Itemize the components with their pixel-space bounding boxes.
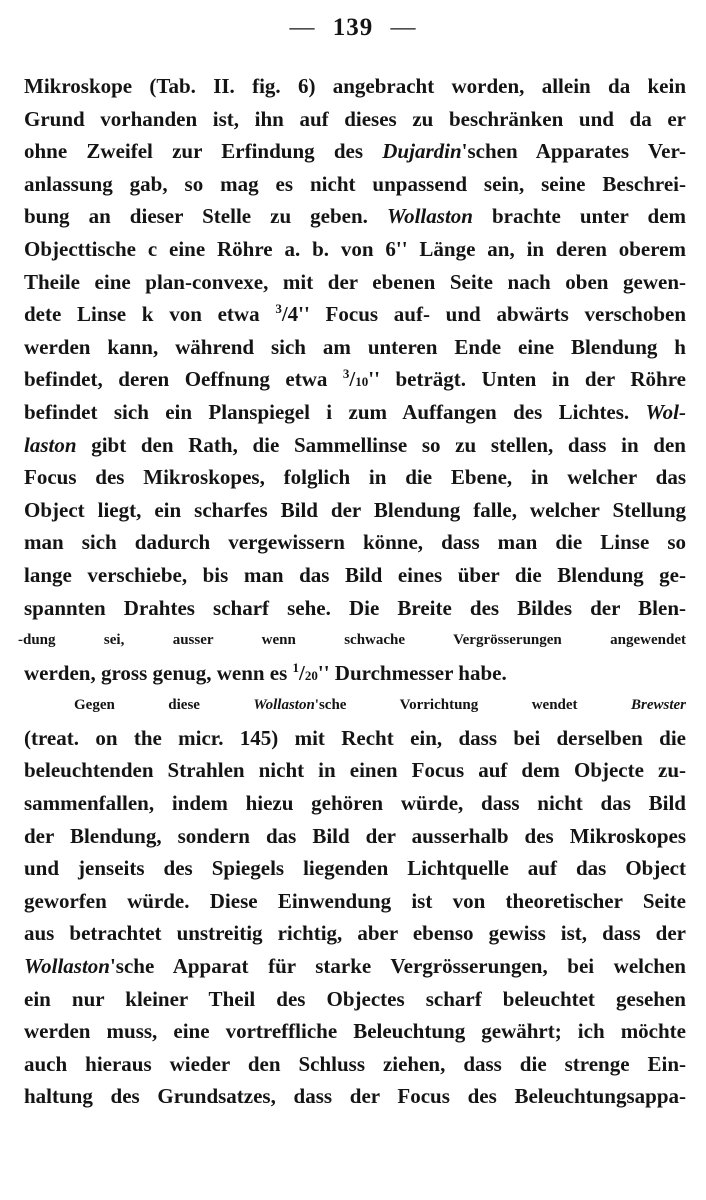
text-run: '' beträgt. Unten in der Röhre xyxy=(368,367,686,392)
text-run: haltung des Grundsatzes, dass der Focus des Beleuchtungsappa- xyxy=(24,1084,686,1109)
person-name: Brewster xyxy=(630,697,686,714)
person-name: Wollaston xyxy=(24,954,110,979)
text-line xyxy=(24,917,686,950)
text-run: werden, gross genug, wenn es xyxy=(24,660,293,685)
text-line xyxy=(24,266,686,299)
text-run: bung an dieser Stelle zu geben. xyxy=(24,204,387,229)
header-dash-left: — xyxy=(289,14,316,41)
text-run: sammenfallen, indem hiezu gehören würde, dass nicht das Bild xyxy=(24,791,686,816)
text-line xyxy=(24,950,686,983)
text-line xyxy=(24,396,686,429)
text-run: Mikroskope (Tab. II. fig. 6) angebracht worden, allein da kein xyxy=(24,74,686,98)
text-line xyxy=(18,624,686,657)
text-run: -dung sei, ausser wenn schwache Vergrösserungen angewendet xyxy=(18,632,686,649)
text-line xyxy=(24,363,686,396)
person-name: Wollaston xyxy=(253,697,315,714)
text-run: gibt den Rath, die Sammellinse so zu stellen, dass in den xyxy=(76,432,686,457)
text-line xyxy=(24,722,686,755)
text-run: spannten Drahtes scharf sehe. Die Breite des Bildes der Blen- xyxy=(24,595,686,620)
text-run: (treat. on the micr. 145) mit Recht ein, dass bei derselben die xyxy=(24,725,686,750)
text-run: werden muss, eine vortreffliche Beleuchtung gewährt; ich möchte xyxy=(24,1019,686,1044)
text-line xyxy=(24,1080,686,1113)
fraction-denominator: 10 xyxy=(355,374,369,390)
text-line xyxy=(24,233,686,266)
text-run: 'sche Apparat für starke Vergrösserungen, bei welchen xyxy=(109,954,686,979)
text-run: geworfen würde. Diese Einwendung ist von theoretischer Seite xyxy=(24,888,686,913)
text-run: ein nur kleiner Theil des Objectes scharf beleuchtet gesehen xyxy=(24,986,686,1011)
text-line xyxy=(24,103,686,136)
text-line xyxy=(24,168,686,201)
text-line xyxy=(24,559,686,592)
text-line xyxy=(24,657,686,690)
text-line xyxy=(24,820,686,853)
text-run: beleuchtenden Strahlen nicht in einen Focus auf dem Objecte zu- xyxy=(24,758,686,783)
text-run: / xyxy=(299,660,305,685)
person-name: Wollaston xyxy=(386,204,473,229)
text-line xyxy=(24,787,686,820)
text-run: lange verschiebe, bis man das Bild eines über die Blendung ge- xyxy=(24,562,686,587)
fraction-numerator: 1 xyxy=(292,659,300,675)
text-run: Grund vorhanden ist, ihn auf dieses zu beschränken und da er xyxy=(24,106,686,131)
person-name: laston xyxy=(24,432,77,457)
text-line xyxy=(24,526,686,559)
text-run: Gegen diese xyxy=(74,697,254,714)
person-name: Dujardin xyxy=(382,139,462,164)
fraction-numerator: 3 xyxy=(342,366,350,382)
text-line xyxy=(24,70,686,103)
fraction-numerator: 3 xyxy=(275,301,282,317)
text-run: und jenseits des Spiegels liegenden Lichtquelle auf das Object xyxy=(24,856,686,881)
text-line xyxy=(24,689,686,722)
page-header xyxy=(0,14,706,42)
text-line xyxy=(24,885,686,918)
text-line xyxy=(24,1048,686,1081)
text-run: werden kann, während sich am unteren Ende eine Blendung h xyxy=(24,334,686,359)
text-run: 'schen Apparates Ver- xyxy=(461,139,686,164)
text-line xyxy=(24,1015,686,1048)
person-name: Wol- xyxy=(645,399,686,424)
text-run: dete Linse k von etwa xyxy=(24,302,276,327)
text-run: ohne Zweifel zur Erfindung des xyxy=(24,139,383,164)
text-line xyxy=(24,754,686,787)
text-line xyxy=(24,429,686,462)
text-run: Focus des Mikroskopes, folglich in die Ebene, in welcher das xyxy=(24,465,686,490)
text-line xyxy=(24,494,686,527)
text-line xyxy=(24,135,686,168)
text-run: aus betrachtet unstreitig richtig, aber ebenso gewiss ist, dass der xyxy=(24,921,686,946)
text-run: befindet, deren Oeffnung etwa xyxy=(24,367,343,392)
text-line xyxy=(24,331,686,364)
text-run: man sich dadurch vergewissern könne, dass man die Linse so xyxy=(24,530,686,555)
text-line xyxy=(24,200,686,233)
text-run: brachte unter dem xyxy=(472,204,687,229)
text-run: befindet sich ein Planspiegel i zum Auffangen des Lichtes. xyxy=(24,399,646,424)
page-number: 139 xyxy=(332,14,374,41)
text-run: /4'' Focus auf- und abwärts verschoben xyxy=(281,302,687,327)
text-run: anlassung gab, so mag es nicht unpassend sein, seine Beschrei- xyxy=(24,171,686,196)
text-line xyxy=(24,983,686,1016)
text-line xyxy=(24,461,686,494)
text-run: Theile eine plan-convexe, mit der ebenen Seite nach oben gewen- xyxy=(24,269,686,294)
text-run: der Blendung, sondern das Bild der ausserhalb des Mikroskopes xyxy=(24,823,686,848)
text-line xyxy=(24,592,686,625)
text-run: '' Durchmesser habe. xyxy=(317,660,507,685)
fraction-denominator: 20 xyxy=(304,667,318,683)
header-dash-right: — xyxy=(390,14,417,41)
text-run: 'sche Vorrichtung wendet xyxy=(314,697,631,714)
body-text xyxy=(18,70,687,1113)
text-run: / xyxy=(349,367,356,392)
text-run: auch hieraus wieder den Schluss ziehen, dass die strenge Ein- xyxy=(24,1051,686,1076)
text-line xyxy=(24,852,686,885)
text-run: Objecttische c eine Röhre a. b. von 6'' Länge an, in deren oberem xyxy=(24,236,686,261)
text-line xyxy=(24,298,686,331)
text-run: Object liegt, ein scharfes Bild der Blendung falle, welcher Stellung xyxy=(24,497,686,522)
